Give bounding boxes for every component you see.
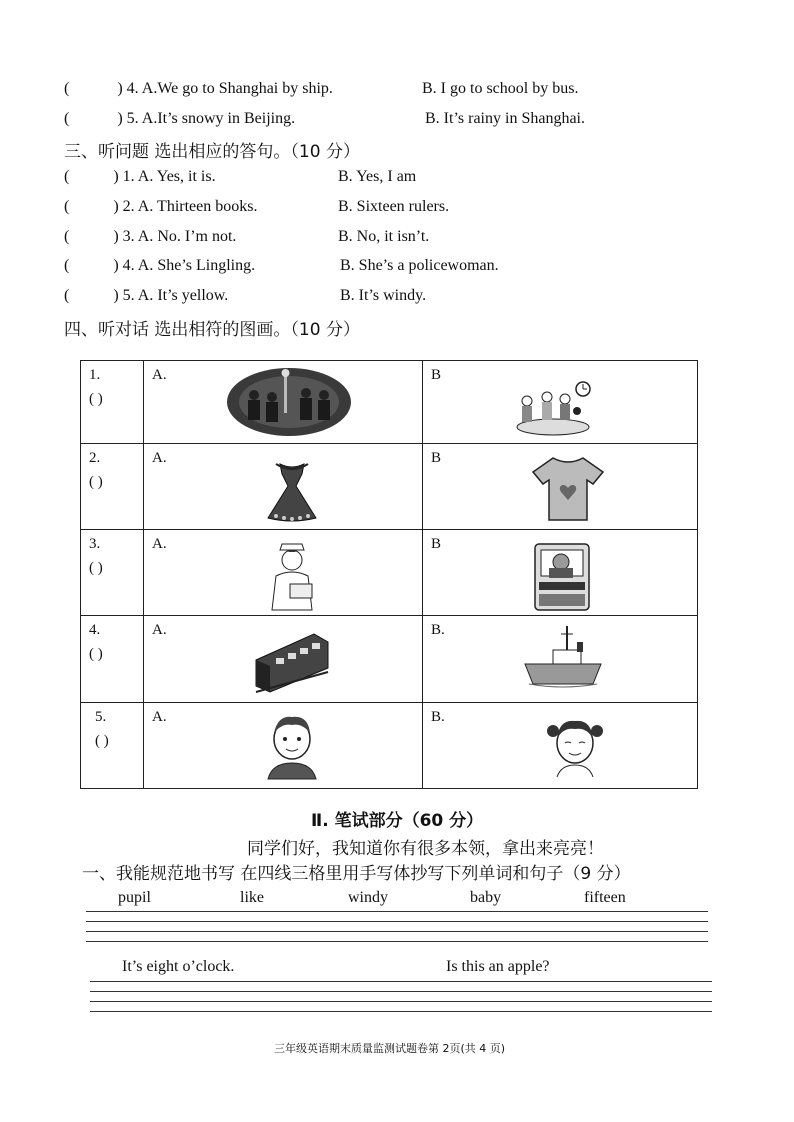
option-b-label: B [431, 536, 442, 552]
word-like: like [240, 889, 264, 906]
option-a-cell [144, 530, 423, 616]
row-number-cell [81, 616, 144, 703]
row-number-cell [81, 530, 144, 616]
answer-paren: ( ) [95, 733, 109, 749]
picture-row-5 [81, 703, 698, 789]
tshirt-heart-icon [531, 454, 605, 524]
answer-paren: ( ) [89, 474, 103, 490]
picture-row-2 [81, 444, 698, 530]
option-b-cell [423, 530, 698, 616]
nurse-icon [262, 542, 322, 612]
s3-question-2: ( ) 2. A. Thirteen books. [64, 198, 258, 215]
writing-lines-sentences[interactable] [90, 981, 712, 1021]
row-number: 4. [89, 622, 101, 638]
page-footer: 三年级英语期末质量监测试题卷第 2页(共 4 页) [274, 1042, 506, 1055]
option-a-label: A. [152, 622, 167, 638]
sentence-2: Is this an apple? [446, 958, 550, 975]
option-a-label: A. [152, 709, 167, 725]
row-number-cell [81, 444, 144, 530]
option-b-cell [423, 616, 698, 703]
s3-question-1: ( ) 1. A. Yes, it is. [64, 168, 216, 185]
option-a-label: A. [152, 536, 167, 552]
s3-question-4: ( ) 4. A. She’s Lingling. [64, 257, 256, 274]
option-b-cell [423, 444, 698, 530]
question-1-4-option-b: B. I go to school by bus. [422, 80, 579, 97]
answer-paren: ( ) [89, 391, 103, 407]
option-a-cell [144, 616, 423, 703]
option-b-cell [423, 703, 698, 789]
option-b-label: B [431, 450, 442, 466]
driver-icon [533, 542, 591, 612]
s3-question-2-option-b: B. Sixteen rulers. [338, 198, 450, 215]
row-number: 5. [95, 709, 107, 725]
answer-paren: ( ) [89, 646, 103, 662]
writing-section-title: 一、我能规范地书写 在四线三格里用手写体抄写下列单词和句子（9 分） [82, 864, 631, 884]
part-2-title: Ⅱ. 笔试部分（60 分） [311, 811, 484, 831]
s3-question-3: ( ) 3. A. No. I’m not. [64, 228, 237, 245]
writing-lines-words[interactable] [86, 911, 708, 951]
boy-face-icon [264, 711, 320, 781]
word-fifteen: fifteen [584, 889, 626, 906]
picture-row-4 [81, 616, 698, 703]
option-a-label: A. [152, 367, 167, 383]
section-3-title: 三、听问题 选出相应的答句。（10 分） [64, 142, 360, 162]
s3-question-3-option-b: B. No, it isn’t. [338, 228, 430, 245]
section-4-title: 四、听对话 选出相符的图画。（10 分） [64, 320, 360, 340]
train-icon [254, 630, 330, 694]
option-a-label: A. [152, 450, 167, 466]
row-number: 1. [89, 367, 101, 383]
word-pupil: pupil [118, 889, 151, 906]
picture-row-1 [81, 361, 698, 444]
girl-face-icon [543, 713, 607, 779]
part-2-greeting: 同学们好，我知道你有很多本领，拿出来亮亮！ [247, 839, 604, 859]
word-windy: windy [348, 889, 388, 906]
row-number: 3. [89, 536, 101, 552]
row-number-cell [81, 361, 144, 444]
question-1-5-option-b: B. It’s rainy in Shanghai. [425, 110, 585, 127]
s3-question-5: ( ) 5. A. It’s yellow. [64, 287, 229, 304]
question-1-4: ( ) 4. A.We go to Shanghai by ship. [64, 80, 333, 97]
ship-icon [523, 624, 603, 694]
picture-table [80, 360, 698, 789]
question-1-5: ( ) 5. A.It’s snowy in Beijing. [64, 110, 296, 127]
answer-paren: ( ) [89, 560, 103, 576]
option-b-label: B [431, 367, 442, 383]
s3-question-1-option-b: B. Yes, I am [338, 168, 417, 185]
s3-question-5-option-b: B. It’s windy. [340, 287, 427, 304]
option-a-cell [144, 703, 423, 789]
picture-row-3 [81, 530, 698, 616]
sentence-1: It’s eight o’clock. [122, 958, 235, 975]
word-baby: baby [470, 889, 502, 906]
dress-icon [260, 460, 324, 524]
row-number: 2. [89, 450, 101, 466]
option-b-label: B. [431, 709, 445, 725]
option-a-cell [144, 444, 423, 530]
option-b-label: B. [431, 622, 445, 638]
clock-table-people-icon [507, 379, 599, 437]
night-street-icon [226, 367, 352, 437]
row-number-cell [81, 703, 144, 789]
option-b-cell [423, 361, 698, 444]
s3-question-4-option-b: B. She’s a policewoman. [340, 257, 499, 274]
option-a-cell [144, 361, 423, 444]
